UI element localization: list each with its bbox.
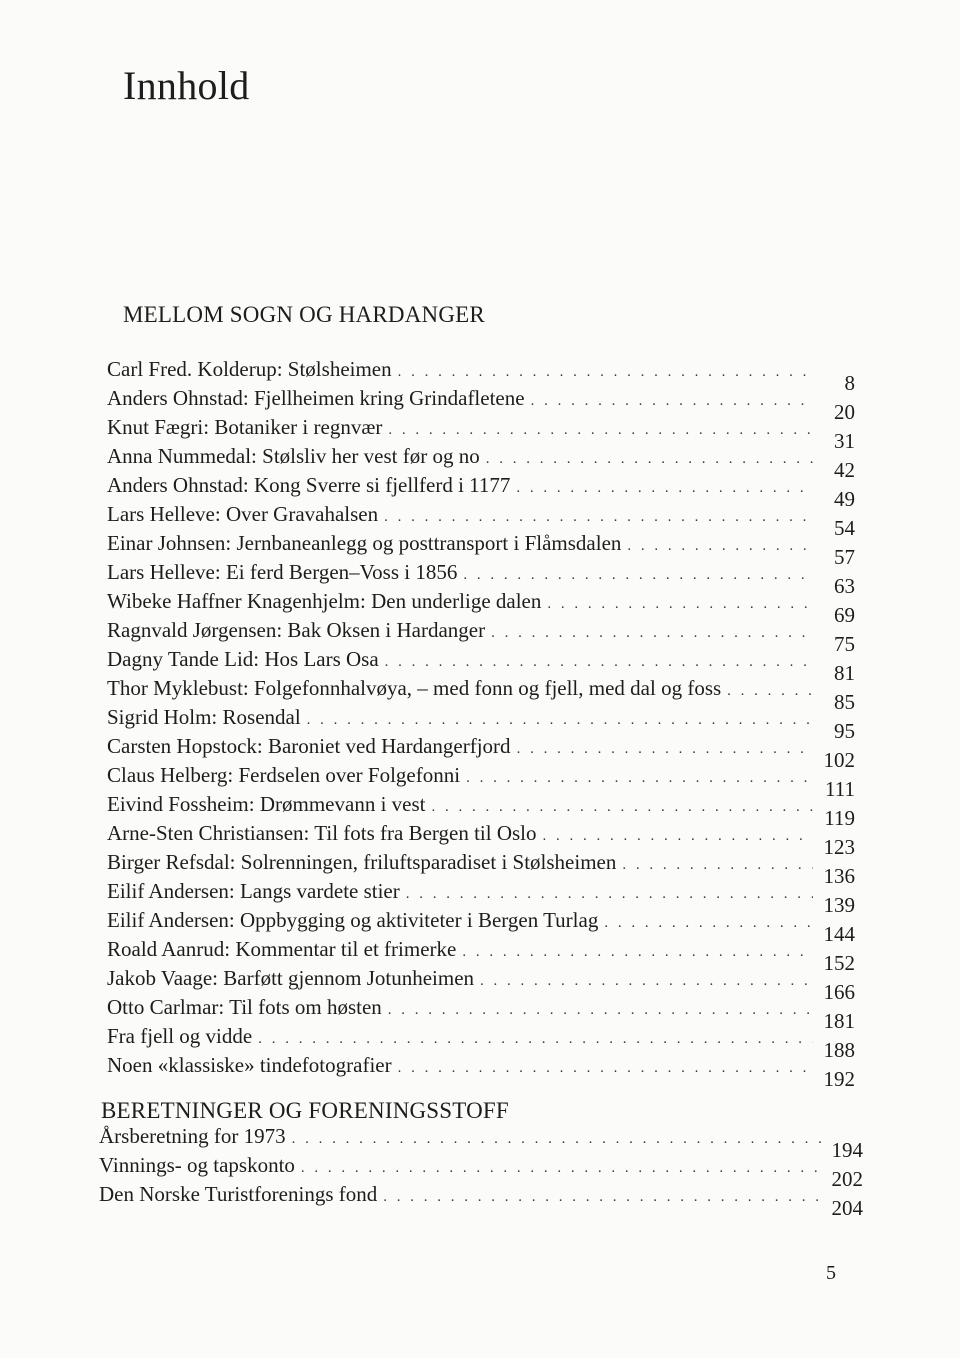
toc-title: Over Gravahalsen: [225, 502, 379, 526]
toc-entry-text: [107, 560, 457, 585]
toc-entry-text: [107, 1024, 252, 1049]
toc-title: Bak Oksen i Hardanger: [287, 618, 486, 642]
toc-author: Carsten Hopstock:: [107, 734, 263, 758]
toc-page-number: 49: [834, 487, 855, 511]
toc-title: Oppbygging og aktiviteter i Bergen Turlag: [239, 908, 599, 932]
toc-entry: [107, 821, 855, 859]
toc-entry-text: [107, 589, 541, 614]
toc-author: Ragnvald Jørgensen:: [107, 618, 283, 642]
dot-leader: [388, 422, 813, 439]
toc-page-number: 119: [824, 806, 855, 830]
toc-entry-text: [107, 763, 460, 788]
toc-author: Eilif Andersen:: [107, 879, 235, 903]
dot-leader: [383, 1189, 821, 1206]
dot-leader: [398, 1060, 813, 1077]
toc-title: Fjellheimen kring Grindafletene: [253, 386, 525, 410]
toc-entry-text: [107, 676, 721, 701]
dot-leader: [727, 683, 813, 700]
toc-entry: [107, 473, 855, 511]
toc-entry-text: [107, 821, 537, 846]
toc-page-number: 102: [823, 748, 855, 772]
toc-entry: [107, 560, 855, 598]
toc-entry: [107, 386, 855, 424]
toc-author: Thor Myklebust:: [107, 676, 249, 700]
toc-title: Årsberetning for 1973: [99, 1124, 286, 1148]
dot-leader: [258, 1031, 813, 1048]
toc-title: Stølsliv her vest før og no: [262, 444, 480, 468]
dot-leader: [516, 480, 813, 497]
toc-title: Til fots fra Bergen til Oslo: [314, 821, 537, 845]
dot-leader: [292, 1131, 821, 1148]
dot-leader: [486, 451, 813, 468]
toc-title: Solrenningen, friluftsparadiset i Stølsheimen: [240, 850, 617, 874]
dot-leader: [388, 1002, 813, 1019]
toc-entry: [107, 618, 855, 656]
toc-page-number: 144: [823, 922, 855, 946]
toc-entry-text: [107, 734, 511, 759]
toc-entry: [107, 676, 855, 714]
toc-author: Anders Ohnstad:: [107, 473, 249, 497]
toc-entry-text: [107, 386, 525, 411]
toc-author: Claus Helberg:: [107, 763, 234, 787]
dot-leader: [491, 625, 813, 642]
dot-leader: [627, 538, 813, 555]
toc-entry-text: [107, 1053, 392, 1078]
toc-author: Anna Nummedal:: [107, 444, 257, 468]
toc-entry: [107, 415, 855, 453]
toc-page-number: 8: [844, 371, 855, 395]
toc-page-number: 31: [834, 429, 855, 453]
dot-leader: [398, 364, 813, 381]
toc-entry-text: [107, 705, 301, 730]
toc-entry: [107, 1053, 855, 1091]
toc-entry-text: [107, 908, 598, 933]
toc-title: Rosendal: [222, 705, 301, 729]
toc-title: Ei ferd Bergen–Voss i 1856: [225, 560, 458, 584]
toc-title: Kong Sverre si fjellferd i 1177: [253, 473, 511, 497]
toc-list: [99, 1124, 863, 1220]
toc-title: Folgefonnhalvøya, – med fonn og fjell, med dal og foss: [254, 676, 722, 700]
toc-author: Wibeke Haffner Knagenhjelm:: [107, 589, 366, 613]
toc-title: Kommentar til et frimerke: [235, 937, 457, 961]
toc-title: Den underlige dalen: [371, 589, 542, 613]
toc-page-number: 95: [834, 719, 855, 743]
toc-entry: [107, 357, 855, 395]
toc-author: Knut Fægri:: [107, 415, 210, 439]
toc-entry-text: [107, 618, 485, 643]
toc-author: Roald Aanrud:: [107, 937, 231, 961]
dot-leader: [604, 915, 813, 932]
toc-entry-text: [107, 792, 426, 817]
dot-leader: [543, 828, 813, 845]
page-number: 5: [826, 1262, 836, 1284]
toc-page-number: 63: [834, 574, 855, 598]
dot-leader: [466, 770, 813, 787]
toc-entry: [107, 531, 855, 569]
toc-title: Ferdselen over Folgefonni: [238, 763, 461, 787]
toc-page-number: 85: [834, 690, 855, 714]
toc-title: Til fots om høsten: [229, 995, 382, 1019]
toc-title: Baroniet ved Hardangerfjord: [267, 734, 511, 758]
toc-entry: [99, 1153, 863, 1191]
dot-leader: [463, 567, 813, 584]
toc-page-number: 192: [823, 1067, 855, 1091]
dot-leader: [622, 857, 813, 874]
toc-title: Hos Lars Osa: [264, 647, 379, 671]
toc-author: Sigrid Holm:: [107, 705, 218, 729]
toc-page-number: 188: [823, 1038, 855, 1062]
toc-entry: [107, 763, 855, 801]
toc-page-number: 152: [823, 951, 855, 975]
toc-page-number: 136: [823, 864, 855, 888]
toc-page-number: 75: [834, 632, 855, 656]
toc-page-number: 194: [831, 1138, 863, 1162]
toc-entry-text: [107, 937, 456, 962]
toc-title: Botaniker i regnvær: [214, 415, 383, 439]
toc-entry-text: [107, 444, 480, 469]
toc-entry: [107, 792, 855, 830]
toc-author: Otto Carlmar:: [107, 995, 225, 1019]
page-title: Innhold: [123, 63, 250, 108]
toc-title: Den Norske Turistforenings fond: [99, 1182, 378, 1206]
toc-page-number: 54: [834, 516, 855, 540]
dot-leader: [462, 944, 813, 961]
toc-entry-text: [107, 966, 474, 991]
dot-leader: [432, 799, 814, 816]
toc-page-number: 204: [831, 1196, 863, 1220]
toc-entry-text: [107, 502, 378, 527]
toc-title: Stølsheimen: [287, 357, 392, 381]
toc-entry-text: [107, 531, 621, 556]
dot-leader: [384, 509, 813, 526]
toc-entry: [107, 647, 855, 685]
toc-page-number: 139: [823, 893, 855, 917]
toc-entry: [107, 734, 855, 772]
section-heading: MELLOM SOGN OG HARDANGER: [123, 302, 485, 327]
toc-entry: [107, 502, 855, 540]
toc-entry-text: [107, 473, 510, 498]
toc-entry-text: [99, 1182, 377, 1207]
toc-entry-text: [107, 879, 400, 904]
dot-leader: [301, 1160, 821, 1177]
toc-title: Drømmevann i vest: [259, 792, 426, 816]
toc-title: Fra fjell og vidde: [107, 1024, 253, 1048]
toc-entry: [99, 1182, 863, 1220]
toc-page-number: 81: [834, 661, 855, 685]
toc-title: Jernbaneanlegg og posttransport i Flåmsdalen: [236, 531, 622, 555]
dot-leader: [406, 886, 813, 903]
toc-entry: [107, 1024, 855, 1062]
toc-author: Lars Helleve:: [107, 560, 221, 584]
toc-author: Anders Ohnstad:: [107, 386, 249, 410]
dot-leader: [385, 654, 813, 671]
toc-entry-text: [107, 850, 616, 875]
toc-entry: [107, 879, 855, 917]
toc-entry: [107, 908, 855, 946]
toc-author: Eilif Andersen:: [107, 908, 235, 932]
dot-leader: [547, 596, 813, 613]
toc-list: [107, 357, 855, 1091]
toc-page-number: 20: [834, 400, 855, 424]
toc-page-number: 57: [834, 545, 855, 569]
toc-page-number: 42: [834, 458, 855, 482]
dot-leader: [531, 393, 813, 410]
toc-author: Carl Fred. Kolderup:: [107, 357, 283, 381]
toc-entry: [107, 937, 855, 975]
toc-title: Noen «klassiske» tindefotografier: [107, 1053, 392, 1077]
toc-title: Barføtt gjennom Jotunheimen: [223, 966, 475, 990]
toc-author: Arne-Sten Christiansen:: [107, 821, 310, 845]
toc-page-number: 111: [825, 777, 855, 801]
toc-author: Jakob Vaage:: [107, 966, 218, 990]
toc-entry: [107, 589, 855, 627]
toc-page-number: 181: [823, 1009, 855, 1033]
toc-page-number: 166: [823, 980, 855, 1004]
toc-author: Birger Refsdal:: [107, 850, 236, 874]
toc-entry: [107, 995, 855, 1033]
toc-author: Dagny Tande Lid:: [107, 647, 260, 671]
toc-entry: [107, 966, 855, 1004]
toc-entry: [107, 444, 855, 482]
toc-page-number: 69: [834, 603, 855, 627]
toc-entry: [99, 1124, 863, 1162]
section-heading: BERETNINGER OG FORENINGSSTOFF: [101, 1098, 509, 1123]
toc-entry-text: [107, 357, 392, 382]
toc-title: Langs vardete stier: [239, 879, 400, 903]
toc-page-number: 123: [823, 835, 855, 859]
dot-leader: [480, 973, 813, 990]
toc-entry: [107, 850, 855, 888]
toc-page-number: 202: [831, 1167, 863, 1191]
toc-entry-text: [99, 1153, 295, 1178]
dot-leader: [517, 741, 813, 758]
toc-entry-text: [107, 415, 382, 440]
toc-title: Vinnings- og tapskonto: [99, 1153, 295, 1177]
toc-author: Lars Helleve:: [107, 502, 221, 526]
toc-entry: [107, 705, 855, 743]
toc-author: Einar Johnsen:: [107, 531, 232, 555]
toc-entry-text: [107, 647, 379, 672]
toc-author: Eivind Fossheim:: [107, 792, 255, 816]
toc-entry-text: [99, 1124, 286, 1149]
dot-leader: [307, 712, 813, 729]
toc-entry-text: [107, 995, 382, 1020]
